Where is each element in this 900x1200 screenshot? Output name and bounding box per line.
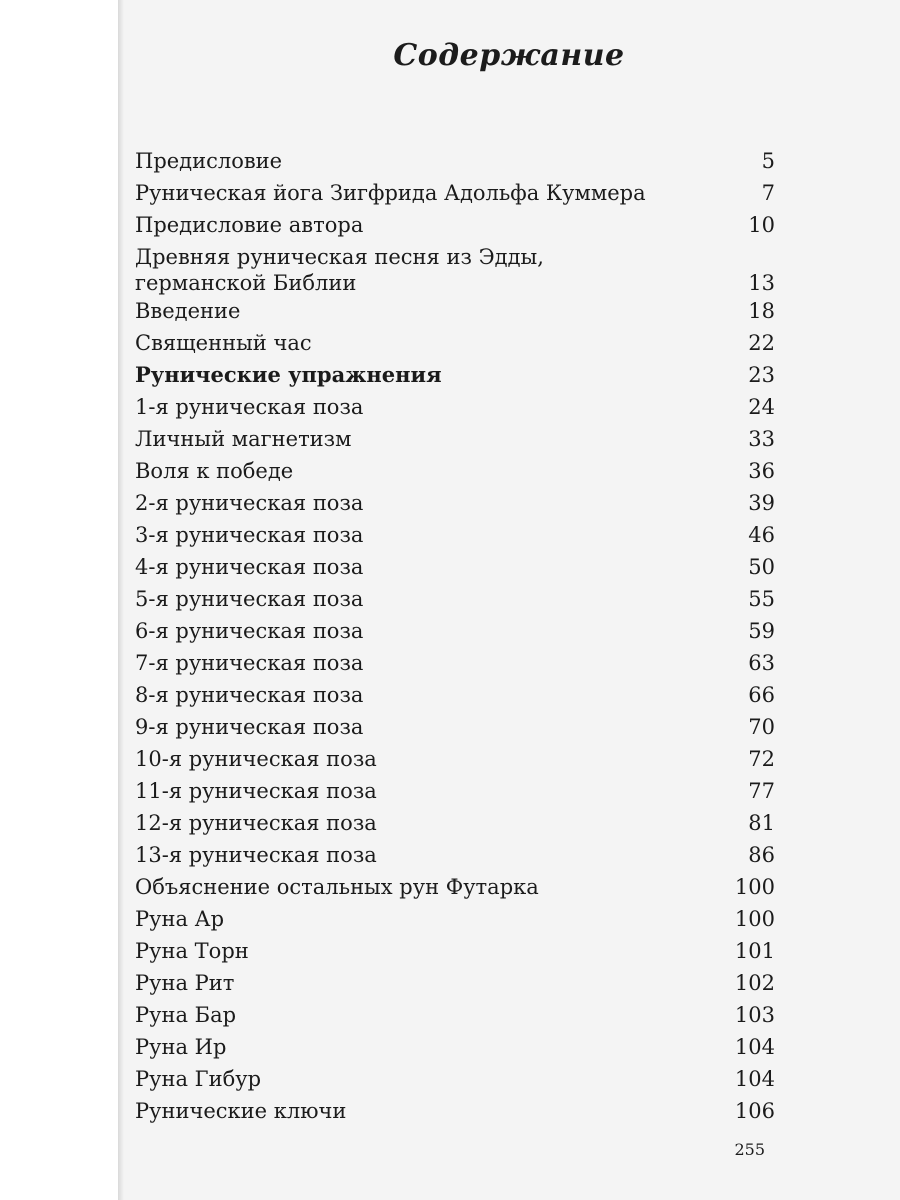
toc-entry-page: 5 bbox=[761, 149, 775, 173]
toc-entry-title: 1-я руническая поза bbox=[135, 395, 364, 419]
toc-entry-title: Рунические ключи bbox=[135, 1099, 347, 1123]
toc-entry-title: Священный час bbox=[135, 331, 312, 355]
page-number: 255 bbox=[734, 1140, 765, 1159]
toc-entry-page: 39 bbox=[748, 491, 775, 515]
toc-entry-page: 13 bbox=[748, 271, 775, 295]
toc-entry bbox=[135, 244, 775, 296]
toc-entry bbox=[135, 212, 775, 238]
toc-section-heading bbox=[135, 362, 775, 388]
toc-entry-title: 8-я руническая поза bbox=[135, 683, 364, 707]
toc-entry-page: 104 bbox=[734, 1067, 775, 1091]
toc-entry bbox=[135, 490, 775, 516]
toc-entry bbox=[135, 180, 775, 206]
toc-entry-page: 77 bbox=[748, 779, 775, 803]
toc-entry-title: Объяснение остальных рун Футарка bbox=[135, 875, 539, 899]
toc-entry bbox=[135, 554, 775, 580]
toc-entry-title: Личный магнетизм bbox=[135, 427, 352, 451]
toc-entry-page: 22 bbox=[748, 331, 775, 355]
toc-entry-page: 100 bbox=[734, 875, 775, 899]
toc-entry-page: 18 bbox=[748, 299, 775, 323]
toc-entry-page: 33 bbox=[748, 427, 775, 451]
toc-entry bbox=[135, 458, 775, 484]
toc-entry-title: 2-я руническая поза bbox=[135, 491, 364, 515]
toc-entry bbox=[135, 330, 775, 356]
toc-entry bbox=[135, 618, 775, 644]
toc-entry-title: 6-я руническая поза bbox=[135, 619, 364, 643]
toc-entry-title: Руна Ар bbox=[135, 907, 225, 931]
toc-entry-page: 106 bbox=[734, 1099, 775, 1123]
toc-entry-title: Рунические упражнения bbox=[135, 362, 442, 387]
toc-entry-page: 102 bbox=[734, 971, 775, 995]
toc-entry-page: 72 bbox=[748, 747, 775, 771]
toc-entry-title: 5-я руническая поза bbox=[135, 587, 364, 611]
toc-entry-page: 59 bbox=[748, 619, 775, 643]
toc-entry-page: 100 bbox=[734, 907, 775, 931]
toc-entry-title: 12-я руническая поза bbox=[135, 811, 377, 835]
toc-entry bbox=[135, 714, 775, 740]
toc-entry bbox=[135, 1002, 775, 1028]
toc-entry bbox=[135, 906, 775, 932]
toc-entry-page: 46 bbox=[748, 523, 775, 547]
toc-entry-title: Руна Ир bbox=[135, 1035, 227, 1059]
toc-entry-page: 23 bbox=[748, 363, 775, 387]
toc-entry bbox=[135, 842, 775, 868]
toc-entry-page: 101 bbox=[734, 939, 775, 963]
toc-entry-title: 4-я руническая поза bbox=[135, 555, 364, 579]
toc-entry-title: Воля к победе bbox=[135, 459, 294, 483]
page-title: Содержание bbox=[393, 38, 625, 73]
toc-entry bbox=[135, 810, 775, 836]
toc-entry bbox=[135, 650, 775, 676]
toc-entry-title: 10-я руническая поза bbox=[135, 747, 377, 771]
toc-entry-title: Руническая йога Зигфрида Адольфа Куммера bbox=[135, 181, 646, 205]
toc-entry bbox=[135, 298, 775, 324]
toc-entry bbox=[135, 970, 775, 996]
toc-entry-title: Руна Рит bbox=[135, 971, 235, 995]
toc-entry bbox=[135, 522, 775, 548]
toc-entry-page: 10 bbox=[748, 213, 775, 237]
page-gutter-shadow bbox=[118, 0, 124, 1200]
toc-entry bbox=[135, 938, 775, 964]
toc-entry-title: Руна Гибур bbox=[135, 1067, 262, 1091]
toc-entry-page: 70 bbox=[748, 715, 775, 739]
toc-entry bbox=[135, 874, 775, 900]
toc-entry bbox=[135, 778, 775, 804]
toc-entry-title: Древняя руническая песня из Эдды, германской Библии bbox=[135, 245, 544, 295]
toc-entry-title: Введение bbox=[135, 299, 241, 323]
toc-entry-title: Руна Бар bbox=[135, 1003, 237, 1027]
book-page bbox=[118, 0, 900, 1200]
toc-entry bbox=[135, 1066, 775, 1092]
toc-entry-page: 103 bbox=[734, 1003, 775, 1027]
toc-entry-title: Предисловие автора bbox=[135, 213, 364, 237]
toc-entry-page: 63 bbox=[748, 651, 775, 675]
toc-entry-page: 66 bbox=[748, 683, 775, 707]
toc-entry-page: 55 bbox=[748, 587, 775, 611]
toc-entry bbox=[135, 1098, 775, 1124]
toc-entry-title: 13-я руническая поза bbox=[135, 843, 377, 867]
toc-entry-page: 86 bbox=[748, 843, 775, 867]
toc-entry-title: 9-я руническая поза bbox=[135, 715, 364, 739]
toc-entry-title: Предисловие bbox=[135, 149, 283, 173]
toc-entry bbox=[135, 746, 775, 772]
toc-entry-page: 81 bbox=[748, 811, 775, 835]
toc-entry-page: 50 bbox=[748, 555, 775, 579]
toc-entry bbox=[135, 1034, 775, 1060]
toc-entry-title: 7-я руническая поза bbox=[135, 651, 364, 675]
toc-entry bbox=[135, 426, 775, 452]
toc-entry-title: Руна Торн bbox=[135, 939, 249, 963]
toc-entry-page: 24 bbox=[748, 395, 775, 419]
toc-entry bbox=[135, 394, 775, 420]
toc-entry-page: 104 bbox=[734, 1035, 775, 1059]
toc-entry-page: 36 bbox=[748, 459, 775, 483]
toc-entry bbox=[135, 148, 775, 174]
toc-entry-title: 3-я руническая поза bbox=[135, 523, 364, 547]
toc-entry bbox=[135, 682, 775, 708]
toc-entry bbox=[135, 586, 775, 612]
toc-entry-page: 7 bbox=[761, 181, 775, 205]
toc-entry-title: 11-я руническая поза bbox=[135, 779, 377, 803]
